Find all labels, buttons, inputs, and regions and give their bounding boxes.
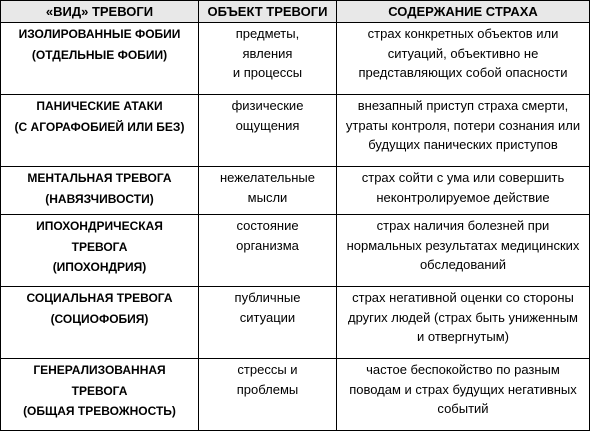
kind-line: ТРЕВОГА [71, 383, 128, 398]
object-line: физические [231, 98, 304, 113]
object-line: стрессы и [237, 362, 298, 377]
table-row [1, 23, 590, 95]
content-line: и отвергнутым) [417, 329, 509, 344]
kind-line: ТРЕВОГА [71, 239, 128, 254]
content-cell [337, 167, 590, 215]
object-line: мысли [247, 189, 288, 205]
header-row [1, 1, 590, 23]
content-line: представляющих собой опасности [358, 65, 568, 80]
object-cell [199, 167, 337, 215]
kind-line: ПАНИЧЕСКИЕ АТАКИ [36, 99, 163, 113]
kind-line: (СОЦИОФОБИЯ) [50, 311, 149, 326]
kind-line: ГЕНЕРАЛИЗОВАННАЯ [33, 363, 166, 377]
content-line: ситуаций, объективно не [387, 45, 539, 61]
content-cell [337, 359, 590, 431]
kind-cell [1, 359, 199, 431]
object-line: состояние [236, 218, 299, 233]
kind-line: ИПОХОНДРИЧЕСКАЯ [36, 219, 163, 233]
content-line: будущих панических приступов [368, 137, 558, 152]
object-line: и процессы [232, 65, 303, 80]
header-kind: «ВИД» ТРЕВОГИ [1, 1, 199, 23]
header-object: ОБЪЕКТ ТРЕВОГИ [199, 1, 337, 23]
content-line: поводам и страх будущих негативных [349, 381, 577, 397]
content-line: страх наличия болезней при [376, 218, 550, 233]
content-line: внезапный приступ страха смерти, [357, 98, 569, 113]
content-line: неконтролируемое действие [376, 189, 550, 205]
content-line: страх негативной оценки со стороны [352, 290, 574, 305]
object-line: публичные [234, 290, 301, 305]
content-line: нормальных результатах медицинских [346, 237, 580, 253]
content-line: страх сойти с ума или совершить [361, 170, 565, 185]
kind-cell [1, 167, 199, 215]
kind-line: (ОБЩАЯ ТРЕВОЖНОСТЬ) [23, 404, 176, 419]
kind-cell [1, 95, 199, 167]
content-line: страх конкретных объектов или [367, 26, 559, 41]
kind-line: СОЦИАЛЬНАЯ ТРЕВОГА [26, 291, 173, 305]
kind-cell [1, 287, 199, 359]
content-line: событий [437, 401, 489, 416]
kind-line: ИЗОЛИРОВАННЫЕ ФОБИИ [18, 27, 181, 41]
content-line: обследований [419, 257, 507, 272]
object-line: нежелательные [219, 170, 315, 185]
object-line: организма [236, 237, 299, 253]
object-line: ощущения [235, 117, 300, 133]
content-cell [337, 287, 590, 359]
kind-line: МЕНТАЛЬНАЯ ТРЕВОГА [27, 171, 172, 185]
kind-line: (ИПОХОНДРИЯ) [52, 260, 147, 275]
kind-line: (ОТДЕЛЬНЫЕ ФОБИИ) [31, 47, 168, 62]
object-cell [199, 215, 337, 287]
content-line: частое беспокойство по разным [366, 362, 560, 377]
content-line: других людей (страх быть униженным [347, 309, 578, 325]
content-line: утраты контроля, потери сознания или [345, 117, 581, 133]
object-cell [199, 95, 337, 167]
table-row [1, 215, 590, 287]
object-cell [199, 287, 337, 359]
table-row [1, 359, 590, 431]
object-cell [199, 359, 337, 431]
object-line: ситуации [239, 309, 296, 325]
object-line: явления [242, 45, 293, 61]
kind-line: (НАВЯЗЧИВОСТИ) [45, 191, 154, 206]
header-content: СОДЕРЖАНИЕ СТРАХА [337, 1, 590, 23]
content-cell [337, 23, 590, 95]
table-row [1, 95, 590, 167]
object-line: проблемы [236, 381, 299, 397]
table-row [1, 167, 590, 215]
content-cell [337, 215, 590, 287]
object-cell [199, 23, 337, 95]
object-line: предметы, [235, 26, 300, 41]
kind-cell [1, 215, 199, 287]
kind-line: (С АГОРАФОБИЕЙ ИЛИ БЕЗ) [14, 119, 185, 134]
content-cell [337, 95, 590, 167]
kind-cell [1, 23, 199, 95]
table-row [1, 287, 590, 359]
